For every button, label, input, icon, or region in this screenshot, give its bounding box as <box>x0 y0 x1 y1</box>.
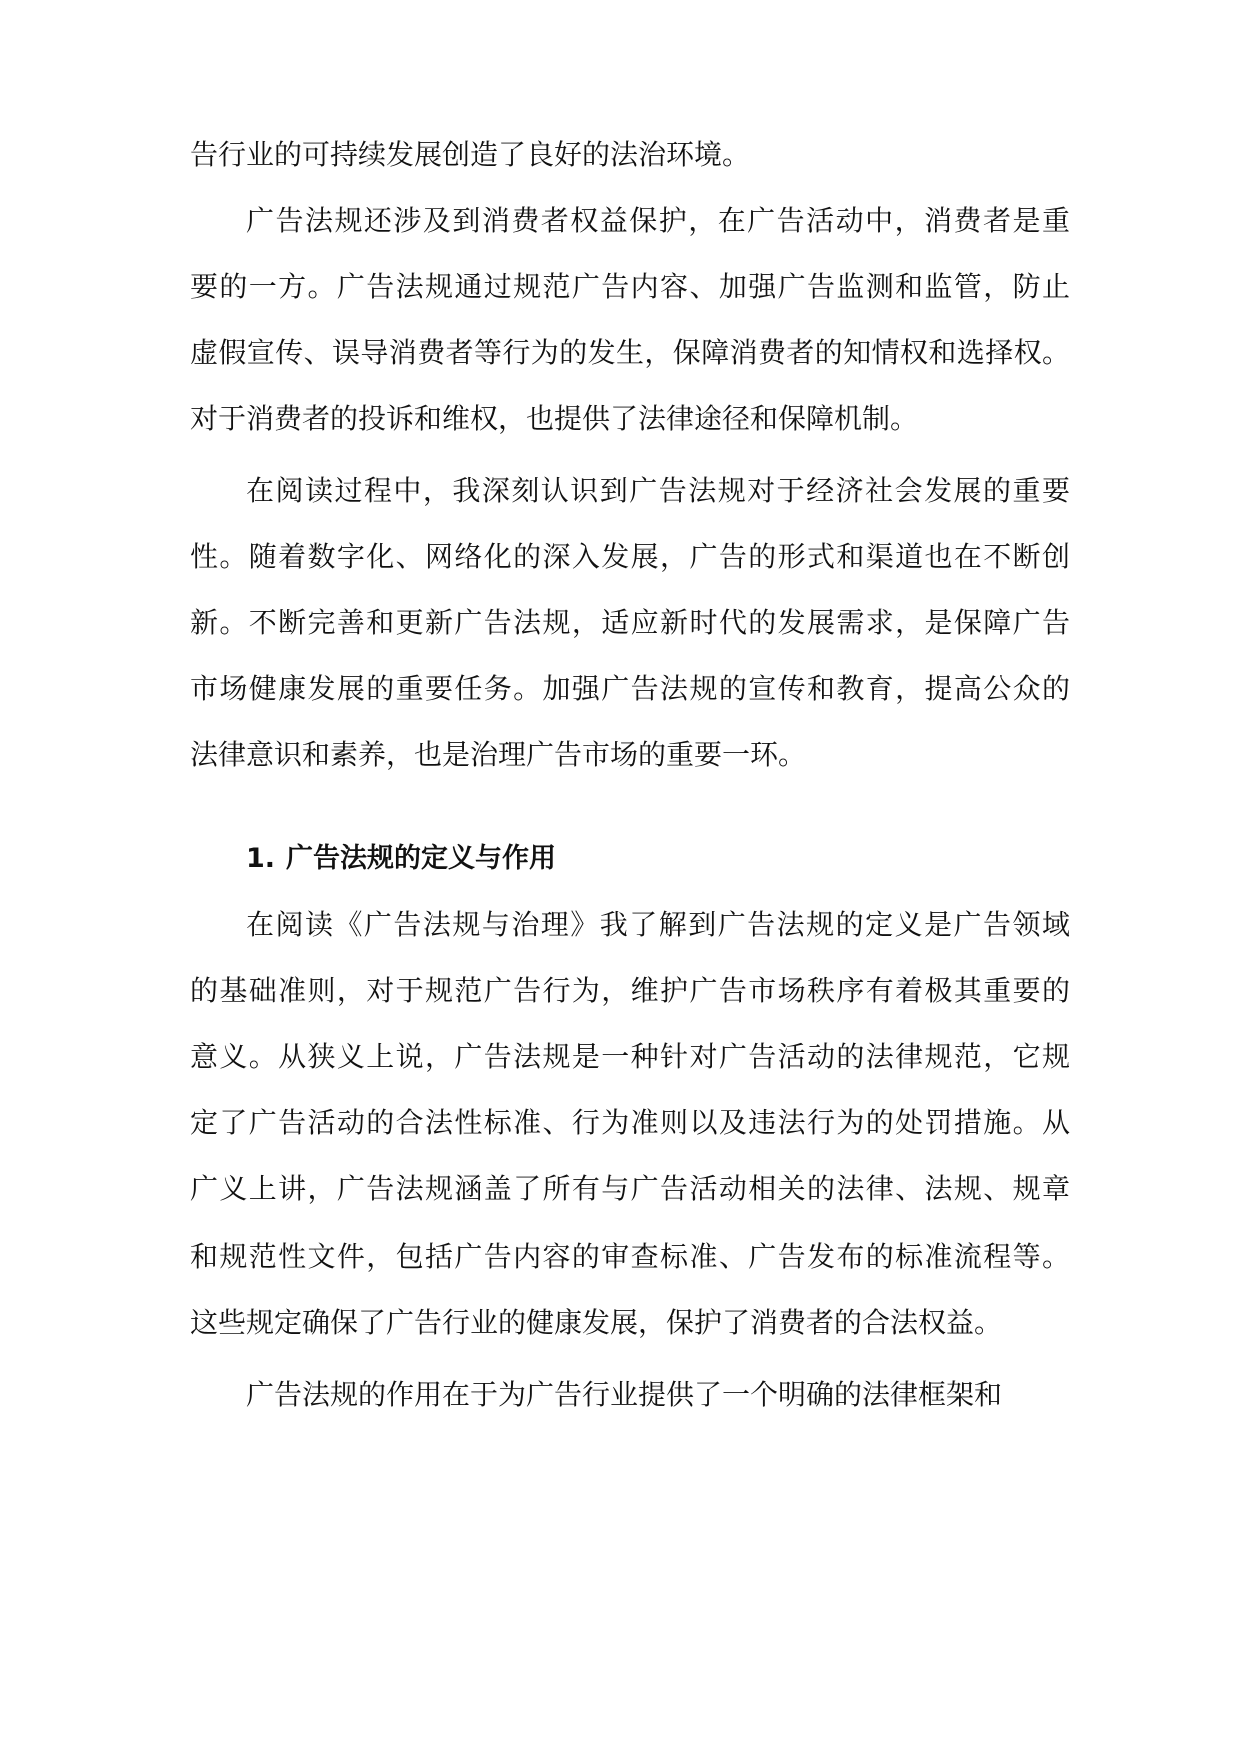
paragraph-line: 广告法规的作用在于为广告行业提供了一个明确的法律框架和 <box>246 1378 1003 1411</box>
paragraph-line: 这些规定确保了广告行业的健康发展，保护了消费者的合法权益。 <box>190 1306 1003 1339</box>
paragraph-line: 性。随着数字化、网络化的深入发展，广告的形式和渠道也在不断创 <box>190 540 1070 573</box>
paragraph-line: 对于消费者的投诉和维权，也提供了法律途径和保障机制。 <box>190 402 919 435</box>
paragraph-line: 虚假宣传、误导消费者等行为的发生，保障消费者的知情权和选择权。 <box>190 336 1070 369</box>
paragraph-line: 市场健康发展的重要任务。加强广告法规的宣传和教育，提高公众的 <box>190 672 1070 705</box>
paragraph-line: 定了广告活动的合法性标准、行为准则以及违法行为的处罚措施。从 <box>190 1106 1070 1139</box>
paragraph-line: 广义上讲，广告法规涵盖了所有与广告活动相关的法律、法规、规章 <box>190 1172 1070 1205</box>
paragraph-line: 在阅读过程中，我深刻认识到广告法规对于经济社会发展的重要 <box>246 474 1070 507</box>
paragraph-line: 告行业的可持续发展创造了良好的法治环境。 <box>190 138 751 171</box>
section-heading <box>246 837 556 881</box>
paragraph-line: 意义。从狭义上说，广告法规是一种针对广告活动的法律规范，它规 <box>190 1040 1070 1073</box>
section-number: 1. <box>246 843 276 874</box>
paragraph-line: 的基础准则，对于规范广告行为，维护广告市场秩序有着极其重要的 <box>190 974 1070 1007</box>
paragraph-line: 在阅读《广告法规与治理》我了解到广告法规的定义是广告领域 <box>246 908 1070 941</box>
paragraph-line: 新。不断完善和更新广告法规，适应新时代的发展需求，是保障广告 <box>190 606 1070 639</box>
paragraph-line: 法律意识和素养，也是治理广告市场的重要一环。 <box>190 738 807 771</box>
paragraph-line: 要的一方。广告法规通过规范广告内容、加强广告监测和监管，防止 <box>190 270 1070 303</box>
paragraph-line: 和规范性文件，包括广告内容的审查标准、广告发布的标准流程等。 <box>190 1240 1070 1273</box>
paragraph-line: 广告法规还涉及到消费者权益保护，在广告活动中，消费者是重 <box>246 204 1070 237</box>
section-title: 广告法规的定义与作用 <box>286 843 556 874</box>
